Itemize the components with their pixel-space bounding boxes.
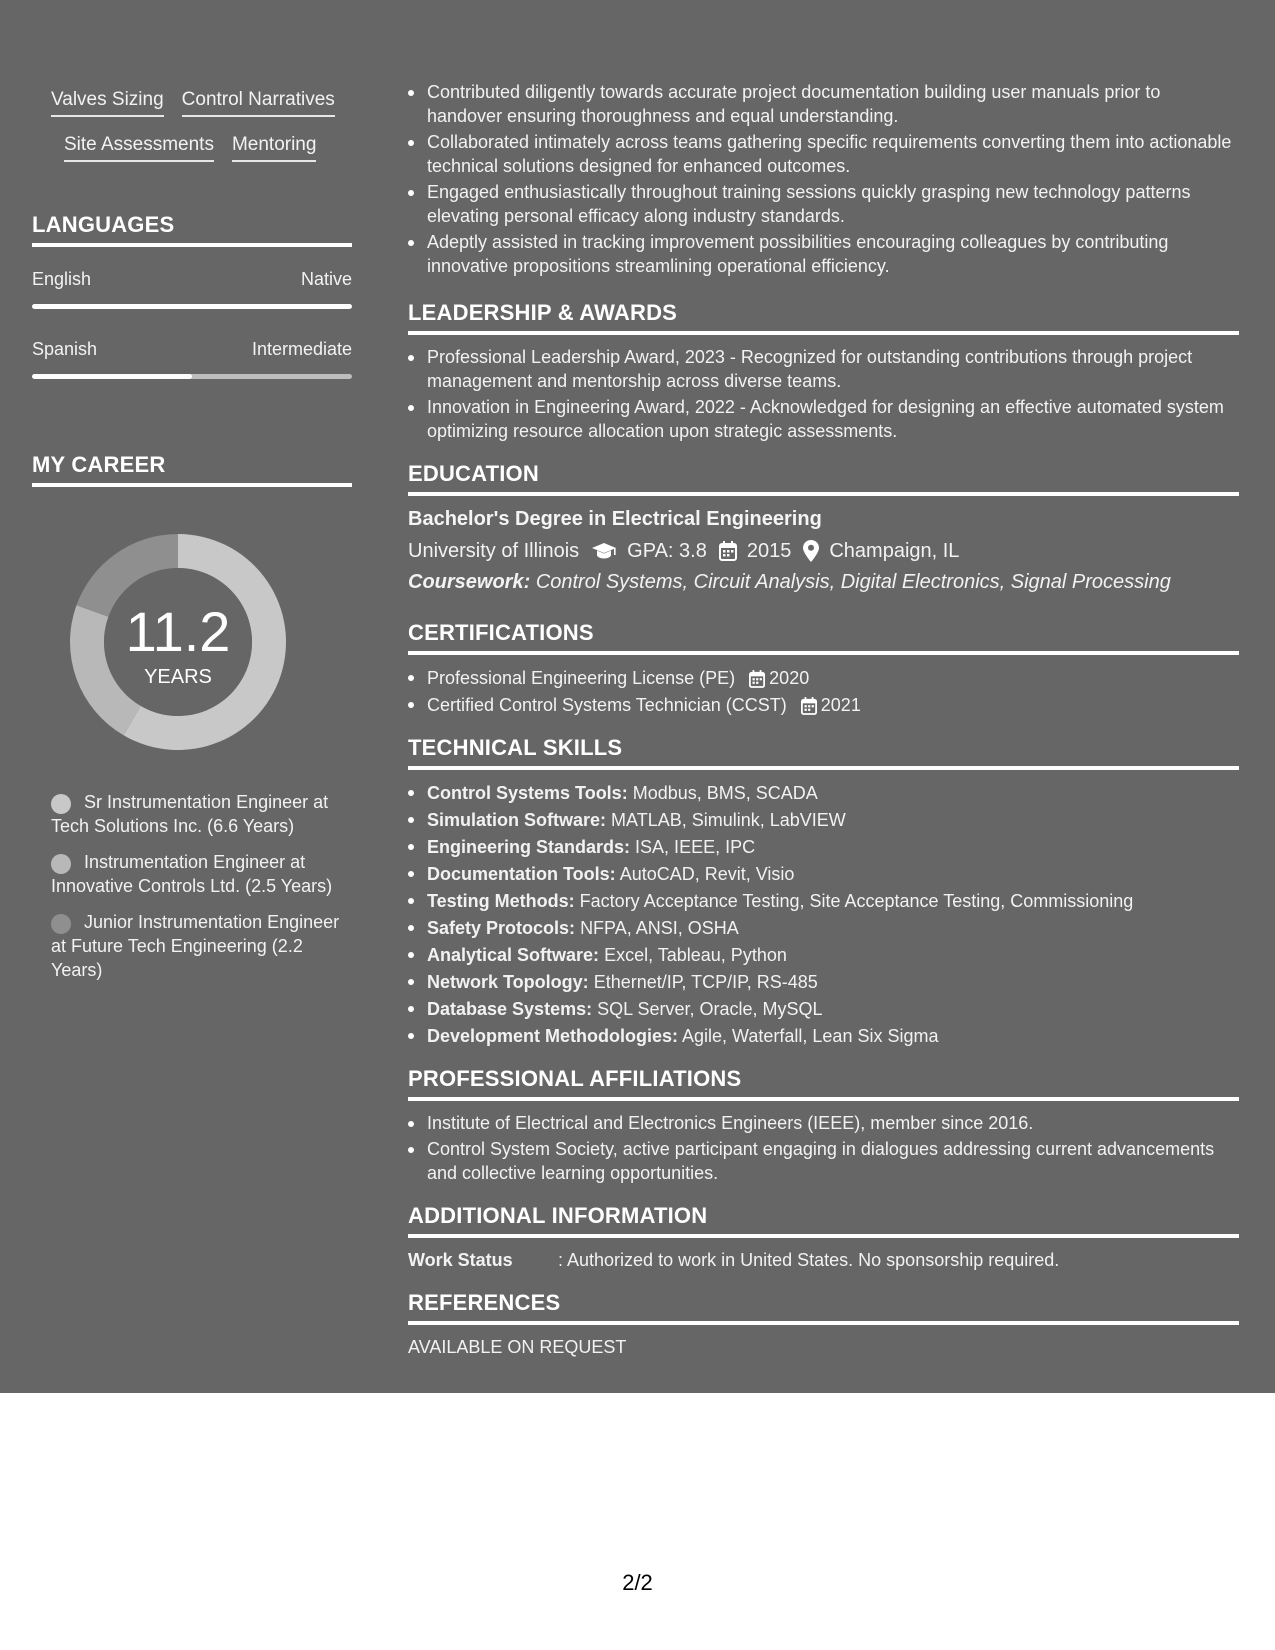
- career-item: [51, 790, 341, 838]
- education-details: [408, 536, 1239, 566]
- list-item: [408, 665, 1239, 692]
- language-proficiency-bar: [32, 304, 352, 309]
- work-status-row: [408, 1248, 1239, 1272]
- education-coursework: [408, 568, 1239, 596]
- page-number: 2/2: [622, 1570, 653, 1595]
- list-item: Engaged enthusiastically throughout training sessions quickly grasping new technology patterns elevating personal efficacy along industry standards.: [408, 180, 1239, 228]
- technical-skills-heading: TECHNICAL SKILLS: [408, 735, 1239, 770]
- education-entry: [408, 506, 1239, 596]
- list-item: Control System Society, active participant engaging in dialogues addressing current advancements and collective learning opportunities.: [408, 1137, 1239, 1185]
- language-name: Spanish: [32, 339, 98, 359]
- certifications-heading: CERTIFICATIONS: [408, 620, 1239, 655]
- list-item: Documentation Tools: AutoCAD, Revit, Visio: [408, 861, 1239, 888]
- leadership-list: [408, 345, 1239, 443]
- education-heading: EDUCATION: [408, 461, 1239, 496]
- list-item: Database Systems: SQL Server, Oracle, MySQL: [408, 996, 1239, 1023]
- list-item: Simulation Software: MATLAB, Simulink, LabVIEW: [408, 807, 1239, 834]
- skill-tags-row-2: [64, 133, 316, 162]
- coursework-label: Coursework:: [408, 571, 531, 593]
- references-text: AVAILABLE ON REQUEST: [408, 1337, 627, 1357]
- education-school: University of Illinois: [408, 540, 580, 562]
- certification-name: Professional Engineering License (PE): [427, 668, 736, 688]
- career-total-unit: YEARS: [144, 666, 212, 688]
- language-spanish: [32, 338, 352, 379]
- education-location: Champaign, IL: [829, 540, 960, 562]
- work-status-label: Work Status: [408, 1250, 513, 1270]
- skill-tag: Site Assessments: [64, 133, 214, 162]
- education-degree: Bachelor's Degree in Electrical Engineering: [408, 508, 822, 530]
- references-heading: REFERENCES: [408, 1290, 1239, 1325]
- work-status-value: : Authorized to work in United States. No sponsorship required.: [558, 1250, 1060, 1270]
- list-item: Institute of Electrical and Electronics Engineers (IEEE), member since 2016.: [408, 1111, 1239, 1135]
- career-donut-chart: [66, 530, 290, 754]
- career-item: [51, 850, 341, 898]
- right-column: [408, 80, 1239, 1359]
- certification-year: 2021: [820, 695, 861, 715]
- list-item: Professional Leadership Award, 2023 - Recognized for outstanding contributions through project management and mentorship across diverse teams.: [408, 345, 1239, 393]
- career-item-text: Sr Instrumentation Engineer at Tech Solutions Inc. (6.6 Years): [51, 792, 329, 836]
- language-level: Native: [300, 269, 352, 289]
- language-proficiency-bar: [32, 374, 352, 379]
- language-proficiency-fill: [32, 374, 192, 379]
- list-item: [408, 692, 1239, 719]
- map-pin-icon: [803, 540, 819, 562]
- list-item: Safety Protocols: NFPA, ANSI, OSHA: [408, 915, 1239, 942]
- career-item-text: Junior Instrumentation Engineer at Future Tech Engineering (2.2 Years): [51, 912, 340, 980]
- list-item: Engineering Standards: ISA, IEEE, IPC: [408, 834, 1239, 861]
- list-item: Network Topology: Ethernet/IP, TCP/IP, RS-485: [408, 969, 1239, 996]
- graduation-cap-icon: [591, 541, 617, 561]
- language-english: [32, 268, 352, 309]
- language-proficiency-fill: [32, 304, 352, 309]
- language-name: English: [32, 269, 92, 289]
- calendar-icon: [801, 697, 817, 715]
- calendar-icon: [749, 670, 765, 688]
- list-item: Development Methodologies: Agile, Waterfall, Lean Six Sigma: [408, 1023, 1239, 1050]
- calendar-icon: [719, 541, 737, 561]
- career-list: [51, 790, 341, 994]
- affiliations-heading: PROFESSIONAL AFFILIATIONS: [408, 1066, 1239, 1101]
- coursework-list: Control Systems, Circuit Analysis, Digital Electronics, Signal Processing: [535, 571, 1171, 593]
- affiliations-list: [408, 1111, 1239, 1185]
- additional-info-heading: ADDITIONAL INFORMATION: [408, 1203, 1239, 1238]
- list-item: Control Systems Tools: Modbus, BMS, SCADA: [408, 780, 1239, 807]
- skill-tag: Mentoring: [232, 133, 317, 162]
- career-dot-icon: [51, 854, 71, 874]
- technical-skills-list: [408, 780, 1239, 1050]
- list-item: Adeptly assisted in tracking improvement possibilities encouraging colleagues by contributing innovative propositions streamlining operational efficiency.: [408, 230, 1239, 278]
- certification-year: 2020: [769, 668, 810, 688]
- skill-tag: Valves Sizing: [51, 88, 164, 117]
- career-heading: MY CAREER: [32, 452, 352, 487]
- skill-tag: Control Narratives: [182, 88, 335, 117]
- list-item: Testing Methods: Factory Acceptance Testing, Site Acceptance Testing, Commissioning: [408, 888, 1239, 915]
- skill-tags-row-1: [51, 88, 335, 117]
- list-item: Contributed diligently towards accurate project documentation building user manuals prior to handover ensuring thoroughness and equal understanding.: [408, 80, 1239, 128]
- career-item: [51, 910, 341, 982]
- languages-heading: LANGUAGES: [32, 212, 352, 247]
- language-level: Intermediate: [251, 339, 352, 359]
- list-item: Collaborated intimately across teams gathering specific requirements converting them into actionable technical solutions designed for enhanced outcomes.: [408, 130, 1239, 178]
- career-item-text: Instrumentation Engineer at Innovative Controls Ltd. (2.5 Years): [51, 852, 333, 896]
- list-item: Innovation in Engineering Award, 2022 - Acknowledged for designing an effective automated system optimizing resource allocation upon strategic assessments.: [408, 395, 1239, 443]
- certifications-list: [408, 665, 1239, 719]
- list-item: Analytical Software: Excel, Tableau, Python: [408, 942, 1239, 969]
- education-year: 2015: [746, 540, 792, 562]
- career-dot-icon: [51, 794, 71, 814]
- leadership-heading: LEADERSHIP & AWARDS: [408, 300, 1239, 335]
- certification-name: Certified Control Systems Technician (CCST): [427, 695, 787, 715]
- experience-bullets: [408, 80, 1239, 278]
- career-dot-icon: [51, 914, 71, 934]
- career-total-years: 11.2: [125, 600, 231, 663]
- education-gpa: GPA: 3.8: [627, 540, 707, 562]
